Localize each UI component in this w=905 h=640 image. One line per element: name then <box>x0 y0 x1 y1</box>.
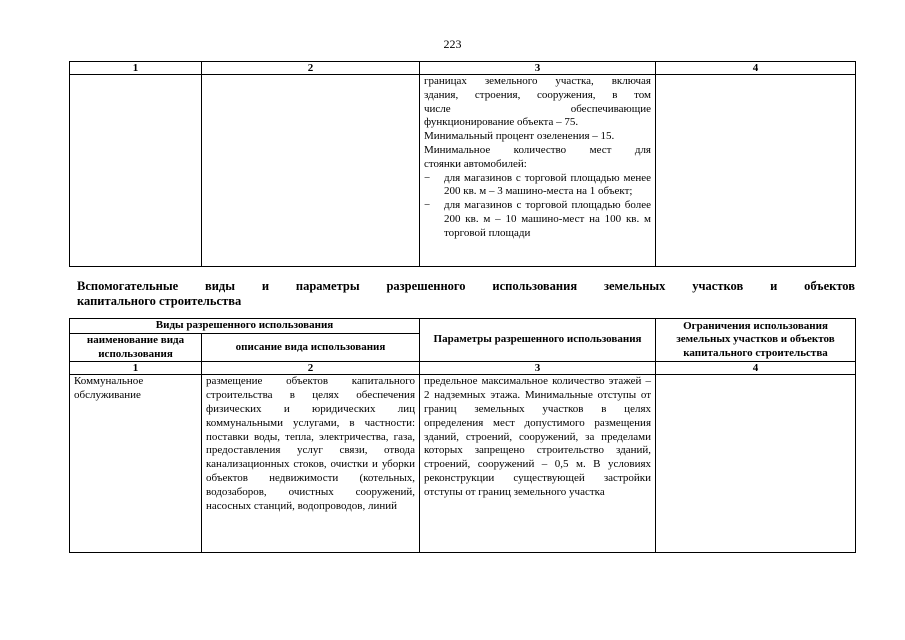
page-number: 223 <box>443 37 462 51</box>
column-number: 2 <box>202 62 420 75</box>
cell-parameters <box>420 75 656 267</box>
param-line: Минимальный процент озеленения – 15. <box>424 130 615 143</box>
header-parameters: Параметры разрешенного использования <box>420 319 656 362</box>
header-uses-group: Виды разрешенного использования <box>70 319 420 334</box>
param-line: границах земельного участка, включая <box>424 75 651 87</box>
dash-marker: − <box>424 171 431 184</box>
header-restrictions: Ограничения использования земельных участков и объектов капитального строительства <box>656 319 856 362</box>
param-line: числе обеспечивающие <box>424 102 651 115</box>
column-number-row <box>70 362 856 375</box>
column-number: 4 <box>656 362 856 375</box>
param-line: функционирование объекта – 75. <box>424 116 579 129</box>
bullet-text: для магазинов с торговой площадью менее 200 кв. м – 3 машино-места на 1 объект; <box>444 171 651 198</box>
bullet-text: для магазинов с торговой площадью более 200 кв. м – 10 машино-мест на 100 кв. м торговой площади <box>444 199 651 239</box>
table-row <box>70 375 856 553</box>
column-number: 1 <box>70 62 202 75</box>
header-description: описание вида использования <box>202 333 420 362</box>
cell-parameters: предельное максимальное количество этажей – 2 надземных этажа. Минимальные отступы от границ земельных участков в целях определения мест допустимого размещения зданий, строений, сооружений, за пределами которых запрещено строительство зданий, строений, сооружений – 0,5 м. В условиях реконструкции существующей застройки отступы от границ земельного участка <box>420 375 656 553</box>
header-name: наименование вида использования <box>70 333 202 362</box>
bullet-item <box>424 199 651 240</box>
column-number-row <box>70 62 856 75</box>
column-number: 4 <box>656 62 856 75</box>
section-heading-line: Вспомогательные виды и параметры разрешенного использования земельных участков и объектов <box>77 279 855 293</box>
param-line: Минимальное количество мест для <box>424 143 651 156</box>
cell-use-description: размещение объектов капитального строительства в целях обеспечения физических и юридических лиц коммунальными услугами, в частности: поставки воды, тепла, электричества, газа, предоставления услуг связи, отвода канализационных стоков, очистки и уборки объектов недвижимости (котельных, водозаборов, очистных сооружений, насосных станций, водопроводов, линий <box>202 375 420 553</box>
section-heading <box>77 279 855 309</box>
param-line: здания, строения, сооружения, в том <box>424 88 651 101</box>
cell-restrictions <box>656 375 856 553</box>
cell-restrictions-empty <box>656 75 856 267</box>
column-number: 1 <box>70 362 202 375</box>
auxiliary-uses-table <box>69 318 856 553</box>
column-number: 3 <box>420 62 656 75</box>
continuation-table <box>69 61 856 267</box>
column-number: 3 <box>420 362 656 375</box>
cell-description-empty <box>202 75 420 267</box>
param-line: стоянки автомобилей: <box>424 157 527 170</box>
cell-name-empty <box>70 75 202 267</box>
table-row <box>70 75 856 267</box>
header-row <box>70 319 856 334</box>
column-number: 2 <box>202 362 420 375</box>
bullet-item <box>424 172 651 200</box>
section-heading-line: капитального строительства <box>77 294 242 308</box>
cell-use-name: Коммунальное обслуживание <box>70 375 202 553</box>
dash-marker: − <box>424 199 431 212</box>
